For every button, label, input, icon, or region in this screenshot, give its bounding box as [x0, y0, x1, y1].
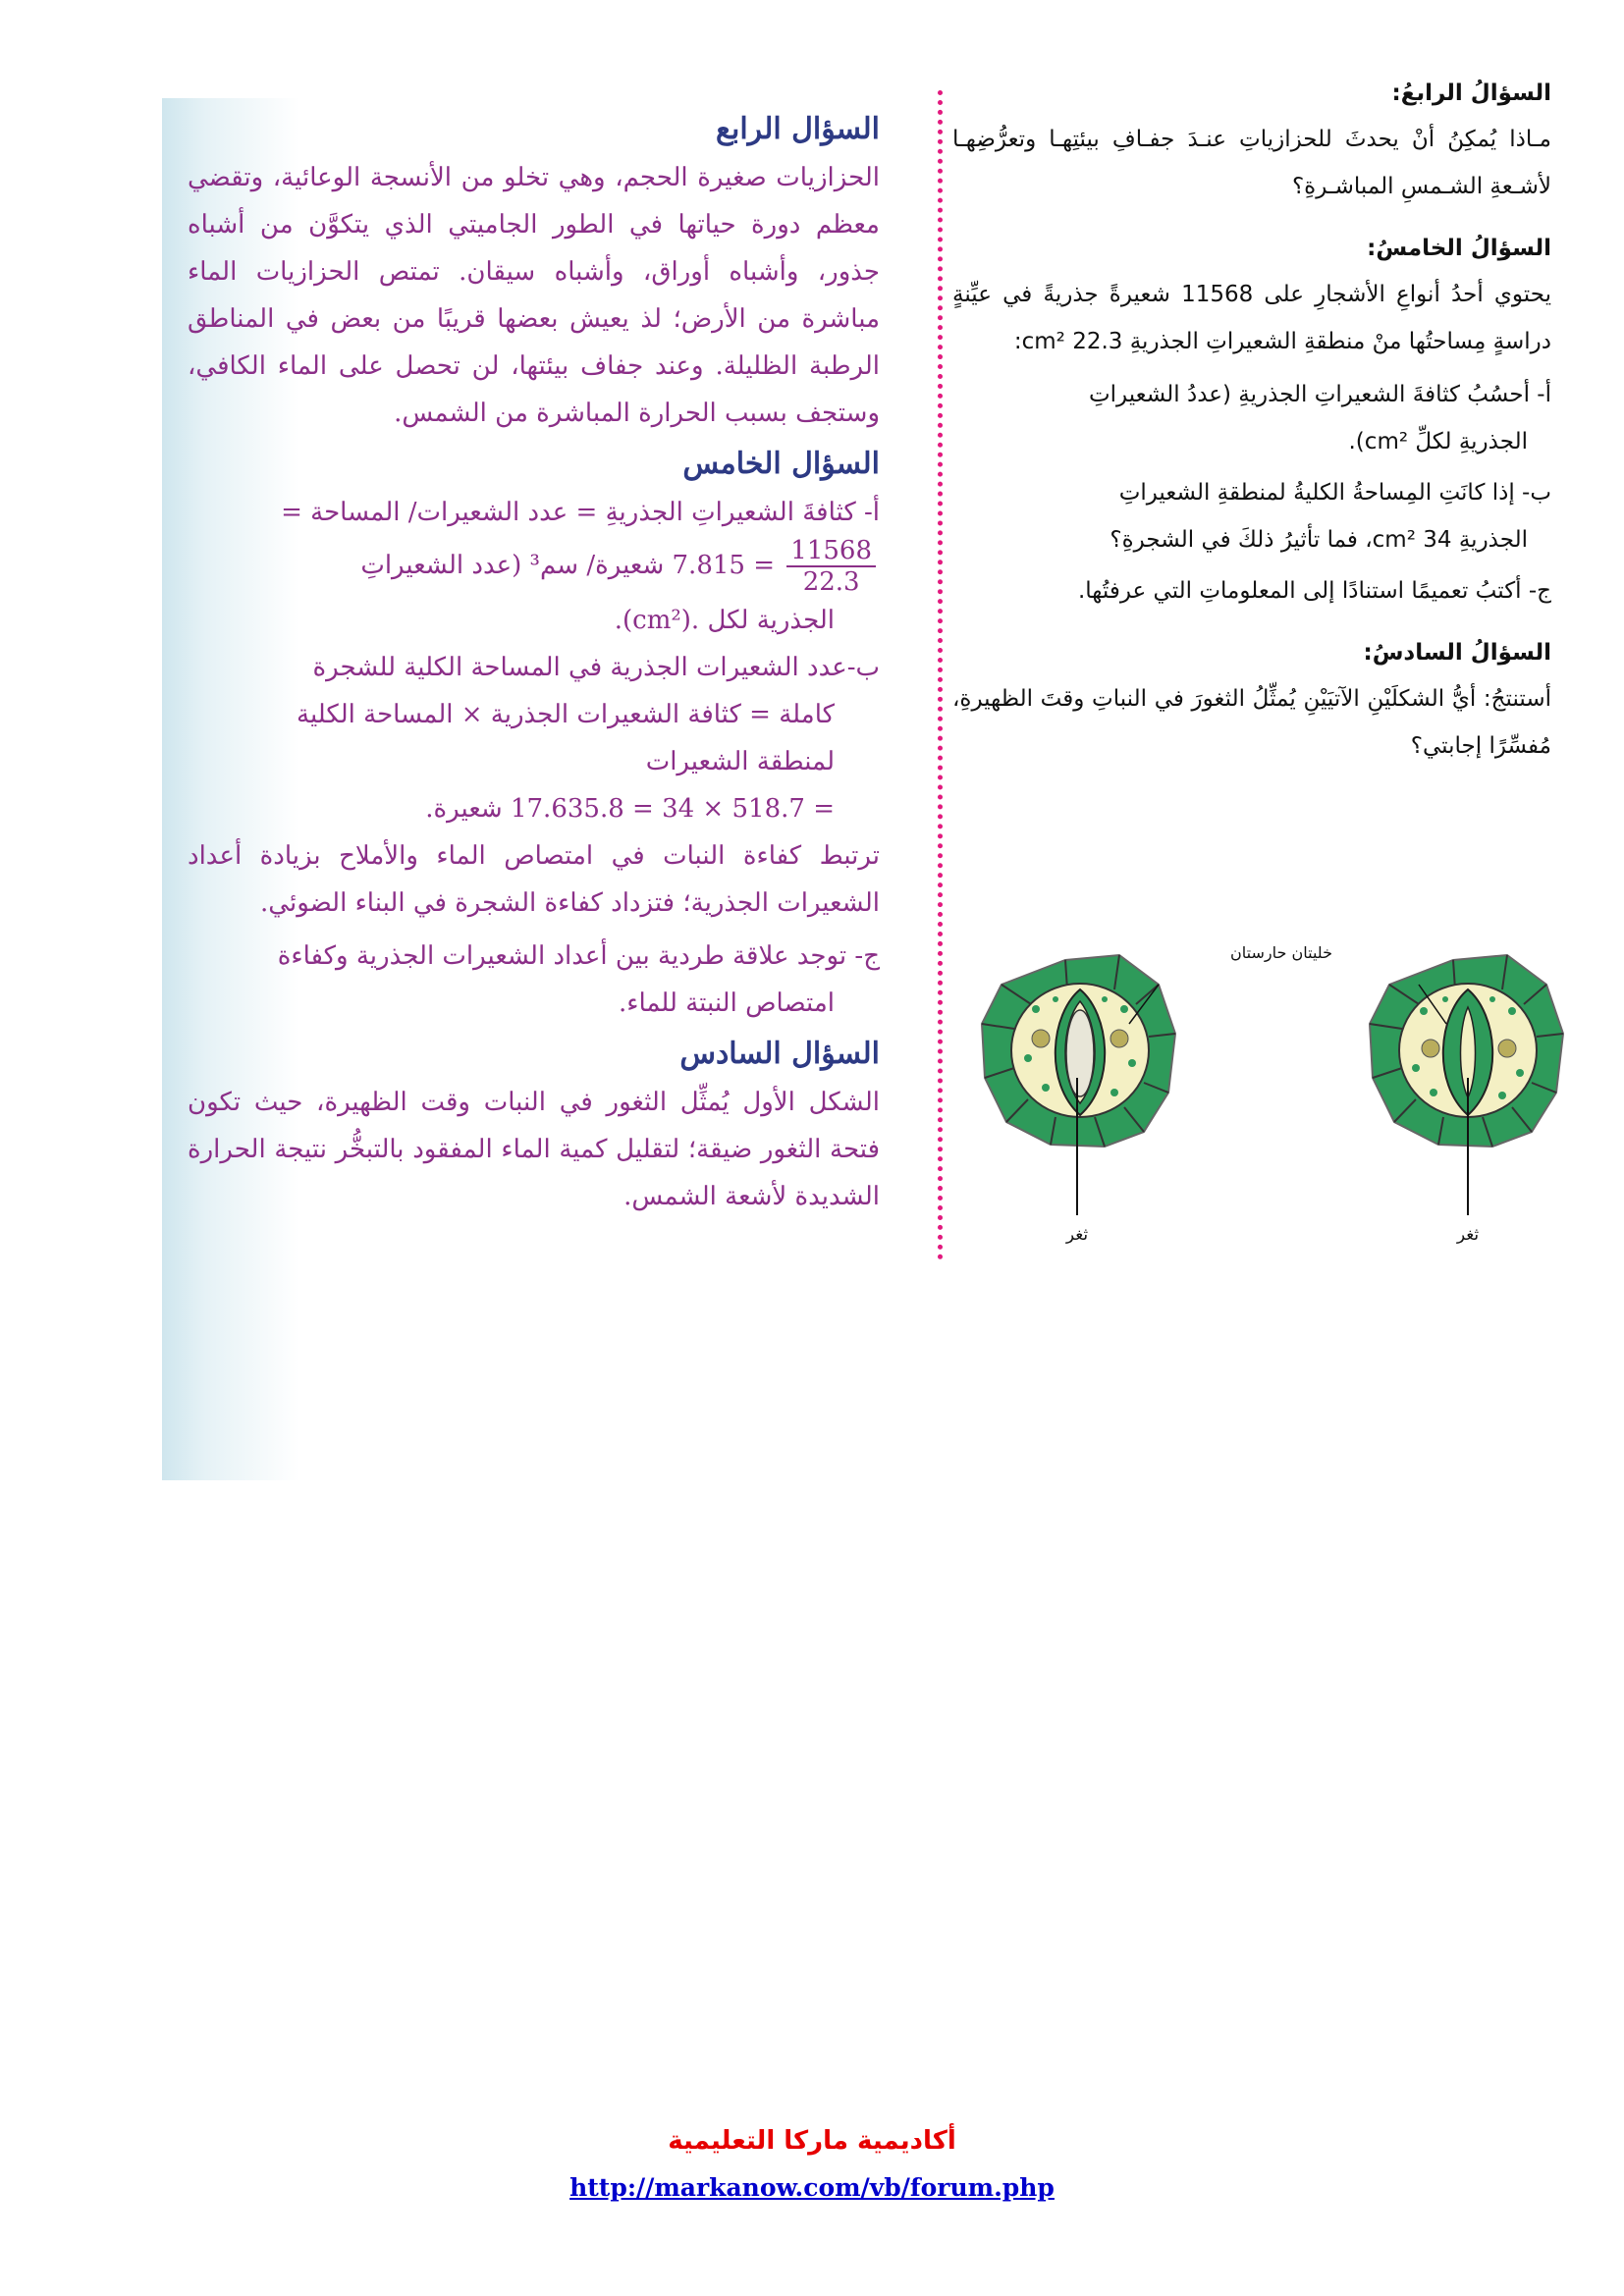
question-5-part-b-line2: الجذريةِ 34 cm²، فما تأثيرُ ذلكَ في الشجرةِ؟ — [1110, 527, 1528, 553]
answer-6-heading: السؤال السادس — [679, 1037, 880, 1071]
question-5-part-b — [952, 469, 1551, 563]
footer-brand: أكاديمية ماركا التعليمية — [668, 2126, 956, 2156]
question-5-part-a — [952, 371, 1551, 465]
answer-5-c-line2: امتصاص النبتة للماء. — [618, 988, 835, 1018]
answer-5-b-line2: كاملة = كثافة الشعيرات الجذرية × المساحة الكلية — [297, 700, 835, 729]
question-5-part-c: ج- أكتبُ تعميمًا استنادًا إلى المعلوماتِ التي عرفتُها. — [1077, 578, 1551, 604]
answer-5-heading: السؤال الخامس — [682, 447, 880, 481]
fraction-numerator: 11568 — [786, 536, 876, 567]
density-fraction — [786, 536, 876, 597]
answer-5-b-line5: ترتبط كفاءة النبات في امتصاص الماء والأملاح بزيادة أعداد الشعيرات الجذرية؛ فتزداد كفاءة الشجرة في البناء الضوئي. — [188, 841, 880, 918]
answer-6-text: الشكل الأول يُمثِّل الثغور في النبات وقت الظهيرة، حيث تكون فتحة الثغور ضيقة؛ لتقليل كمية الماء المفقود بالتبخُّر نتيجة الحرارة الشديدة لأشعة الشمس. — [188, 1088, 880, 1211]
question-5-part-a-line2: الجذريةِ لكلِّ cm²). — [1348, 429, 1528, 454]
fraction-denominator: 22.3 — [802, 567, 860, 597]
question-6 — [952, 640, 1551, 770]
stoma-closed-left — [982, 955, 1175, 1245]
answer-5-b-line3: لمنطقة الشعيرات — [645, 747, 835, 776]
stoma-left-label: ثغر — [1065, 1225, 1089, 1245]
dotted-divider — [938, 90, 943, 1260]
stoma-right-label: ثغر — [1456, 1225, 1480, 1245]
answer-5-b-line1: ب-عدد الشعيرات الجذرية في المساحة الكلية للشجرة — [312, 653, 880, 682]
answer-5-a-line2 — [188, 536, 880, 597]
guard-cells-label: خليتان حارستان — [1230, 943, 1332, 962]
question-5 — [952, 236, 1551, 614]
answer-5-a-line3: الجذرية لكل .(cm²). — [614, 606, 835, 635]
answer-5 — [188, 447, 880, 1027]
question-4-title: السؤالُ الرابعُ: — [1391, 80, 1551, 106]
answers-panel — [162, 98, 913, 1480]
question-5-title: السؤالُ الخامسُ: — [1367, 236, 1551, 261]
answer-4-heading: السؤال الرابع — [716, 112, 880, 146]
stomata-diagram — [957, 931, 1566, 1255]
question-5-part-b-line1: ب- إذا كانَتِ المِساحةُ الكليةُ لمنطقةِ الشعيراتِ — [1118, 480, 1551, 506]
answer-4-text: الحزازيات صغيرة الحجم، وهي تخلو من الأنسجة الوعائية، وتقضي معظم دورة حياتها في الطور الجاميتي الذي يتكوَّن من أشباه جذور، وأشباه أوراق، وأشباه سيقان. تمتص الحزازيات الماء مباشرة من الأرض؛ لذ يعيش بعضها قريبًا من بعض في المناطق الرطبة الظليلة. وعند جفاف بيئتها، لن تحصل على الماء الكافي، وستجف بسبب الحرارة المباشرة من الشمس. — [188, 163, 880, 428]
question-5-part-a-line1: أ- أحسُبُ كثافةَ الشعيراتِ الجذريةِ (عددُ الشعيراتِ — [1088, 382, 1551, 407]
question-4-text: مـاذا يُمكِنُ أنْ يحدثَ للحزازياتِ عنـدَ جفـافِ بيئتِهـا وتعرُّضِهـا لأشـعةِ الشـمسِ المباشـرةِ؟ — [952, 127, 1551, 199]
answer-5-a-line2-tail: = 7.815 شعيرة/ سم³ (عدد الشعيراتِ — [360, 551, 776, 580]
answer-5-a-line1: أ- كثافةَ الشعيراتِ الجذريةِ = عدد الشعيرات/ المساحة = — [281, 498, 880, 527]
stomata-figure — [957, 931, 1566, 1255]
stoma-open-right — [1370, 955, 1563, 1245]
answer-4 — [188, 112, 880, 437]
question-4 — [952, 80, 1551, 210]
answer-5-b-line4: = 518.7 × 34 = 17.635.8 شعيرة. — [425, 794, 835, 824]
answer-6 — [188, 1037, 880, 1220]
answers-column — [188, 112, 880, 1226]
question-5-text: يحتوي أحدُ أنواعِ الأشجارِ على 11568 شعيرةً جذريةً في عيِّنةٍ دراسةٍ مِساحتُها منْ منطقةِ الشعيراتِ الجذريةِ 22.3 cm²: — [952, 282, 1551, 354]
answer-5-c-line1: ج- توجد علاقة طردية بين أعداد الشعيرات الجذرية وكفاءة — [277, 941, 880, 971]
question-6-title: السؤالُ السادسُ: — [1363, 640, 1551, 666]
questions-column — [952, 80, 1551, 795]
question-6-text: أستنتجُ: أيُّ الشكلَيْنِ الآتيَيْنِ يُمثِّلُ الثغورَ في النباتِ وقتَ الظهيرةِ، مُفسِّرًا إجابتي؟ — [952, 686, 1551, 759]
footer-link[interactable]: http://markanow.com/vb/forum.php — [569, 2173, 1055, 2202]
